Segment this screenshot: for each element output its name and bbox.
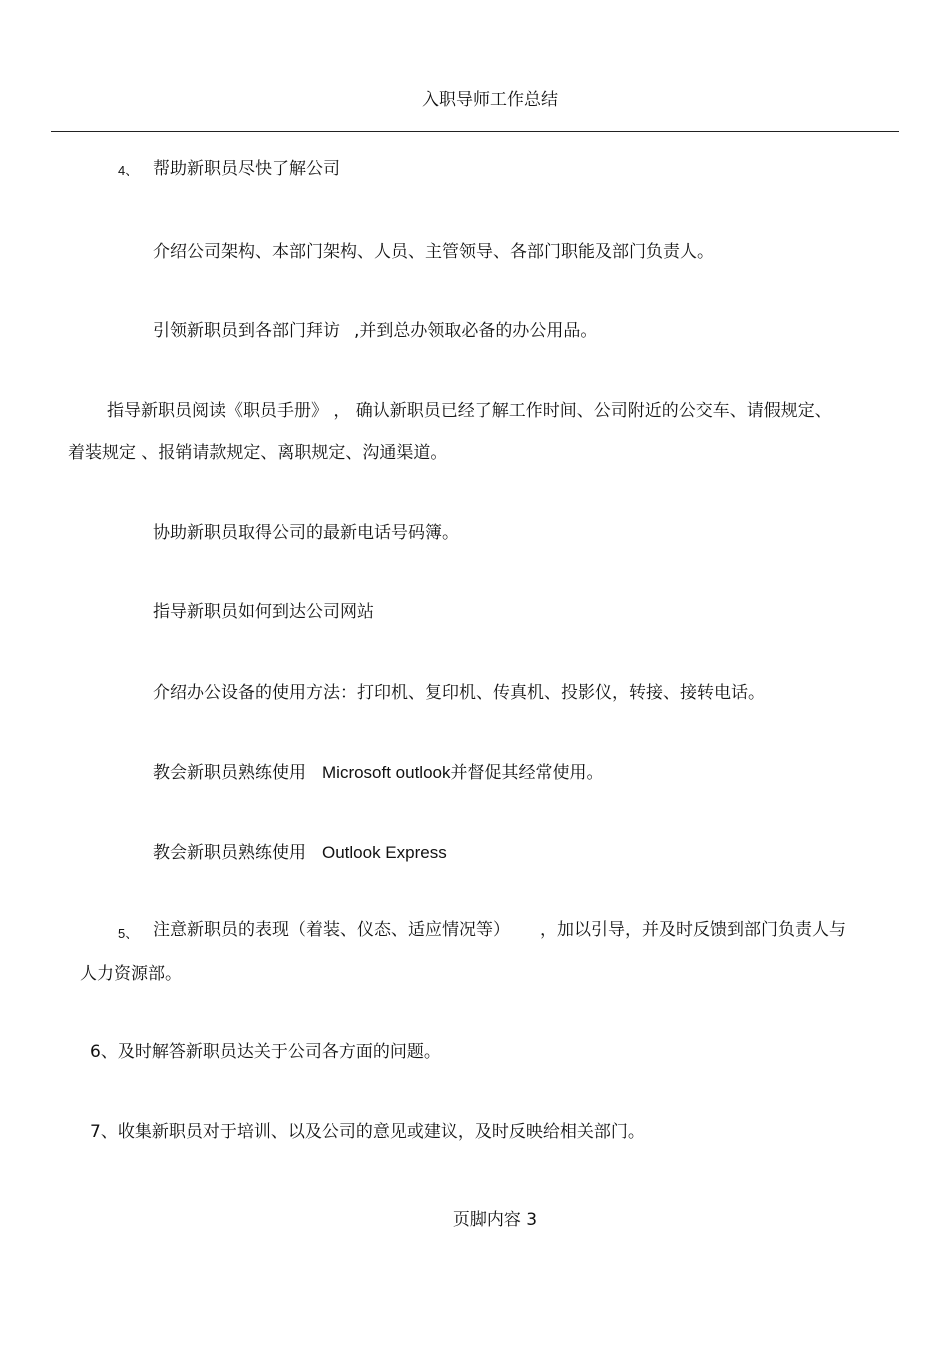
paragraph-office-equipment: 介绍办公设备的使用方法：打印机、复印机、传真机、投影仪，转接、接转电话。 bbox=[153, 683, 765, 703]
outlook-part-a: 教会新职员熟练使用 bbox=[153, 763, 306, 783]
paragraph-outlook bbox=[153, 761, 604, 785]
paragraph-company-website: 指导新职员如何到达公司网站 bbox=[153, 602, 374, 622]
item-4-heading: 帮助新职员尽快了解公司 bbox=[153, 159, 340, 179]
item-5-line-2: 人力资源部。 bbox=[80, 964, 182, 984]
outlook-express-part-a: 教会新职员熟练使用 bbox=[153, 843, 306, 863]
outlook-product-name: Microsoft outlook bbox=[322, 763, 451, 782]
item-6: 6、及时解答新职员达关于公司各方面的问题。 bbox=[90, 1042, 441, 1062]
paragraph-handbook-line-1: 指导新职员阅读《职员手册》 ， 确认新职员已经了解工作时间、公司附近的公交车、请假规定、 bbox=[107, 401, 832, 421]
paragraph-phone-book: 协助新职员取得公司的最新电话号码簿。 bbox=[153, 523, 459, 543]
paragraph-introduce-structure: 介绍公司架构、本部门架构、人员、主管领导、各部门职能及部门负责人。 bbox=[153, 242, 714, 262]
paragraph-handbook-line-2: 着装规定 、报销请款规定、离职规定、沟通渠道。 bbox=[68, 443, 448, 463]
visit-departments-part-a: 引领新职员到各部门拜访 bbox=[153, 321, 340, 341]
item-5-number bbox=[118, 921, 138, 946]
item-5-number-text: 5、 bbox=[118, 926, 139, 941]
page-footer: 页脚内容 3 bbox=[452, 1210, 538, 1230]
outlook-express-product-name: Outlook Express bbox=[322, 843, 447, 862]
item-4-number bbox=[118, 158, 138, 183]
header-divider bbox=[51, 131, 899, 132]
outlook-part-c: 并督促其经常使用。 bbox=[450, 763, 604, 783]
item-5-part-b: ，加以引导，并及时反馈到部门负责人与 bbox=[540, 920, 846, 940]
item-4-number-text: 4、 bbox=[118, 163, 139, 178]
paragraph-outlook-express bbox=[153, 841, 447, 865]
paragraph-visit-departments bbox=[153, 319, 597, 343]
item-5-part-a: 注意新职员的表现（着装、仪态、适应情况等） bbox=[153, 920, 510, 940]
visit-departments-part-b: ,并到总办领取必备的办公用品。 bbox=[354, 321, 598, 341]
page-header-title: 入职导师工作总结 bbox=[422, 90, 558, 110]
item-5-line-1 bbox=[153, 918, 846, 942]
item-7: 7、收集新职员对于培训、以及公司的意见或建议，及时反映给相关部门。 bbox=[90, 1122, 645, 1142]
